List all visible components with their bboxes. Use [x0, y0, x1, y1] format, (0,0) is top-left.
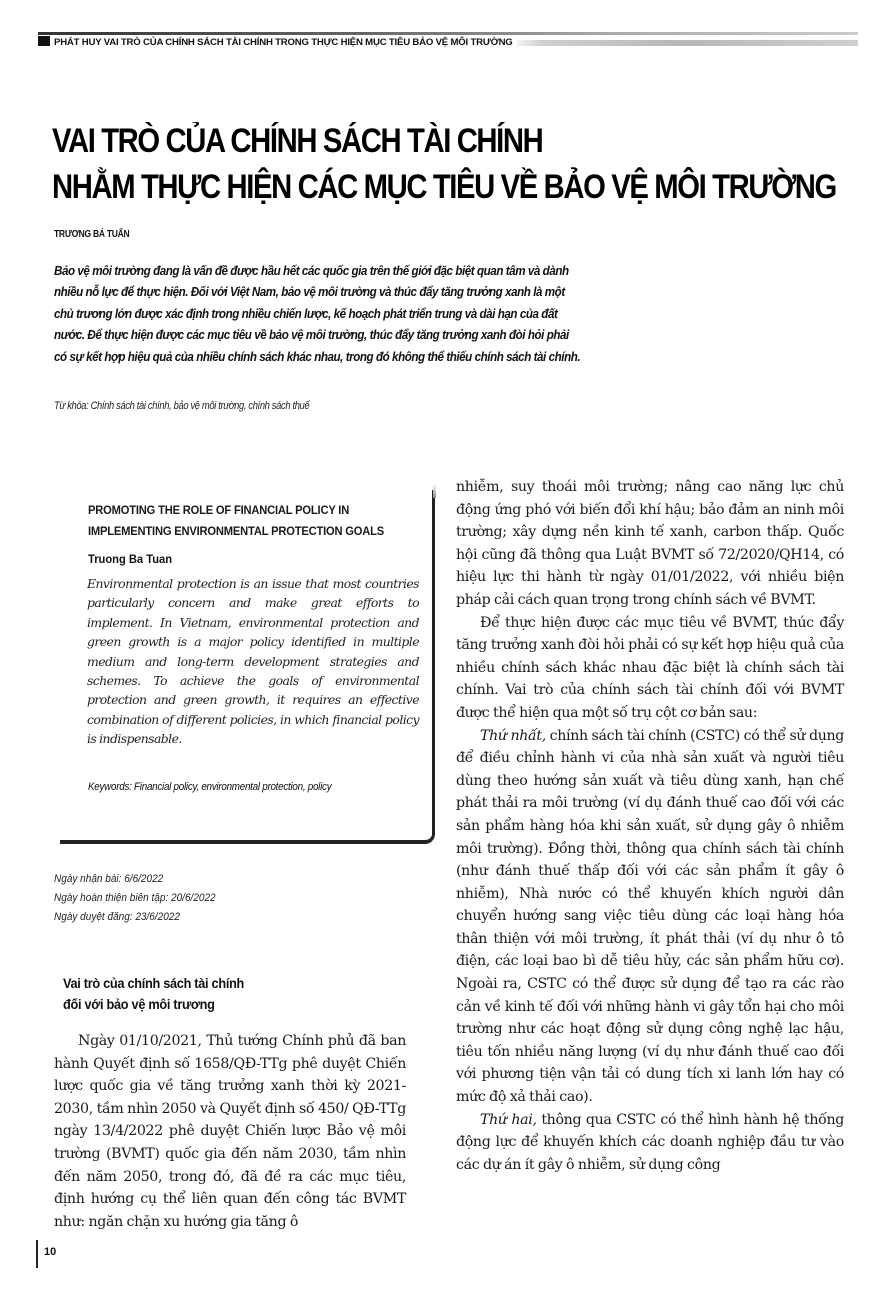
body-paragraph: Để thực hiện được các mục tiêu về BVMT, thúc đẩy tăng trưởng xanh đòi hỏi phải có sự kết hợp hiệu quả của nhiều chính sách khác nhau đặc biệt là chính sách tài chính. Vai trò của chính sách tài chính đối với BVMT được thể hiện qua một số trụ cột cơ bản sau: — [456, 614, 844, 721]
page-number: 10 — [44, 1246, 57, 1258]
page-number-rule — [36, 1240, 38, 1268]
header-marker-icon — [38, 36, 50, 46]
date-received: Ngày nhận bài: 6/6/2022 — [54, 873, 164, 885]
paragraph-lead: Thứ nhất, — [480, 727, 546, 744]
paragraph-text: chính sách tài chính (CSTC) có thể sử dụng để điều chỉnh hành vi của nhà sản xuất và người tiêu dùng theo hướng sản xuất và tiêu dùng xanh, hạn chế phát thải ra môi trường (ví dụ đánh thuế cao đối với các sản phẩm hàng hóa khi sản xuất, sử dụng gây ô nhiễm môi trường). Đồng thời, thông qua chính sách tài chính (như đánh thuế thấp đối với các sản phẩm ít gây ô nhiễm), Nhà nước có thể khuyến khích người dân chuyển hướng sang việc tiêu dùng các loại hàng hóa thân thiện với môi trường, ít phát thải (ví dụ như ô tô điện, các loại bao bì dễ tiêu hủy, các sản phẩm hữu cơ). Ngoài ra, CSTC có thể được sử dụng để tạo ra các rào cản về kinh tế đối với những hành vi gây tổn hại cho môi trường như các hoạt động sử dụng công nghệ lạc hậu, tiêu tốn nhiều năng lượng (ví dụ như đánh thuế cao đối với phương tiện vận tải có dung tích xi lanh lớn hay có mức độ xả thải cao). — [456, 727, 845, 1106]
running-header — [38, 30, 858, 50]
english-abstract: Environmental protection is an issue that most countries particularly concern and make great efforts to implement. In Vietnam, environmental protection and green growth is a major policy identified in multiple medium and long-term development strategies and schemes. To achieve the goals of environmental protection and green growth, it requires an effective combination of different policies, in which financial policy is indispensable. — [87, 576, 419, 747]
article-dates — [54, 870, 216, 927]
date-revised: Ngày hoàn thiện biên tập: 20/6/2022 — [54, 892, 216, 904]
english-title-line-1: PROMOTING THE ROLE OF FINANCIAL POLICY IN — [88, 503, 350, 517]
paragraph-text: thông qua CSTC có thể hình hành hệ thống động lực để khuyến khích các doanh nghiệp đầu tư vào các dự án ít gây ô nhiễm, sử dụng công — [456, 1111, 845, 1173]
body-column-left — [54, 1030, 406, 1233]
section-heading — [63, 973, 424, 1015]
body-paragraph: Ngày 01/10/2021, Thủ tướng Chính phủ đã ban hành Quyết định số 1658/QĐ-TTg phê duyệt Chiến lược quốc gia về tăng trưởng xanh thời kỳ 2021- 2030, tầm nhìn 2050 và Quyết định số 450/ QĐ-TTg ngày 13/4/2022 phê duyệt Chiến lược Bảo vệ môi trường (BVMT) quốc gia đến năm 2030, tầm nhìn đến năm 2050, trong đó, đã đề ra các mục tiêu, định hướng cụ thể liên quan đến công tác BVMT như: ngăn chặn xu hướng gia tăng ô — [54, 1033, 406, 1230]
section-heading-line-1: Vai trò của chính sách tài chính — [63, 976, 245, 991]
title-line-2: NHẰM THỰC HIỆN CÁC MỤC TIÊU VỀ BẢO VỆ MÔI TRƯỜNG — [52, 168, 836, 206]
keywords-vietnamese: Từ khóa: Chính sách tài chính, bảo vệ môi trường, chính sách thuế — [54, 400, 310, 412]
section-heading-line-2: đối với bảo vệ môi trương — [63, 997, 215, 1012]
english-keywords: Keywords: Financial policy, environmental protection, policy — [88, 781, 332, 793]
header-rule-shade — [508, 40, 858, 46]
english-title-line-2: IMPLEMENTING ENVIRONMENTAL PROTECTION GOALS — [88, 524, 385, 538]
paragraph-lead: Thứ hai, — [480, 1111, 537, 1128]
date-accepted: Ngày duyệt đăng: 23/6/2022 — [54, 911, 180, 923]
english-title — [88, 500, 430, 542]
body-paragraph: nhiễm, suy thoái môi trường; nâng cao năng lực chủ động ứng phó với biến đổi khí hậu; bảo đảm an ninh môi trường; xây dựng nền kinh tế xanh, carbon thấp. Quốc hội cũng đã thông qua Luật BVMT số 72/2020/QH14, có hiệu lực thi hành từ ngày 01/01/2022, với nhiều biện pháp cải cách quan trọng trong chính sách về BVMT. — [456, 479, 844, 608]
body-paragraph — [456, 725, 844, 1109]
body-paragraph — [456, 1109, 844, 1177]
english-author: Truong Ba Tuan — [88, 552, 173, 566]
article-title — [52, 118, 836, 210]
body-column-right — [456, 476, 844, 1176]
header-rule — [38, 32, 858, 35]
running-header-text — [38, 36, 517, 48]
abstract-vietnamese: Bảo vệ môi trường đang là vấn đề được hầu hết các quốc gia trên thế giới đặc biệt quan tâm và dành nhiều nỗ lực để thực hiện. Đối với Việt Nam, bảo vệ môi trường và thúc đẩy tăng trưởng xanh là một chủ trương lớn được xác định trong nhiều chiến lược, kế hoạch phát triển trung và dài hạn của đất nước. Để thực hiện được các mục tiêu về bảo vệ môi trường, thúc đẩy tăng trưởng xanh đòi hỏi phải có sự kết hợp hiệu quả của nhiều chính sách khác nhau, trong đó không thể thiếu chính sách tài chính. — [54, 263, 581, 364]
article-author: TRƯƠNG BÁ TUẤN — [54, 229, 130, 240]
running-header-label: PHÁT HUY VAI TRÒ CỦA CHÍNH SÁCH TÀI CHÍNH TRONG THỰC HIỆN MỤC TIÊU BẢO VỆ MÔI TRƯỜNG — [54, 37, 513, 48]
title-line-1: VAI TRÒ CỦA CHÍNH SÁCH TÀI CHÍNH — [52, 122, 543, 160]
